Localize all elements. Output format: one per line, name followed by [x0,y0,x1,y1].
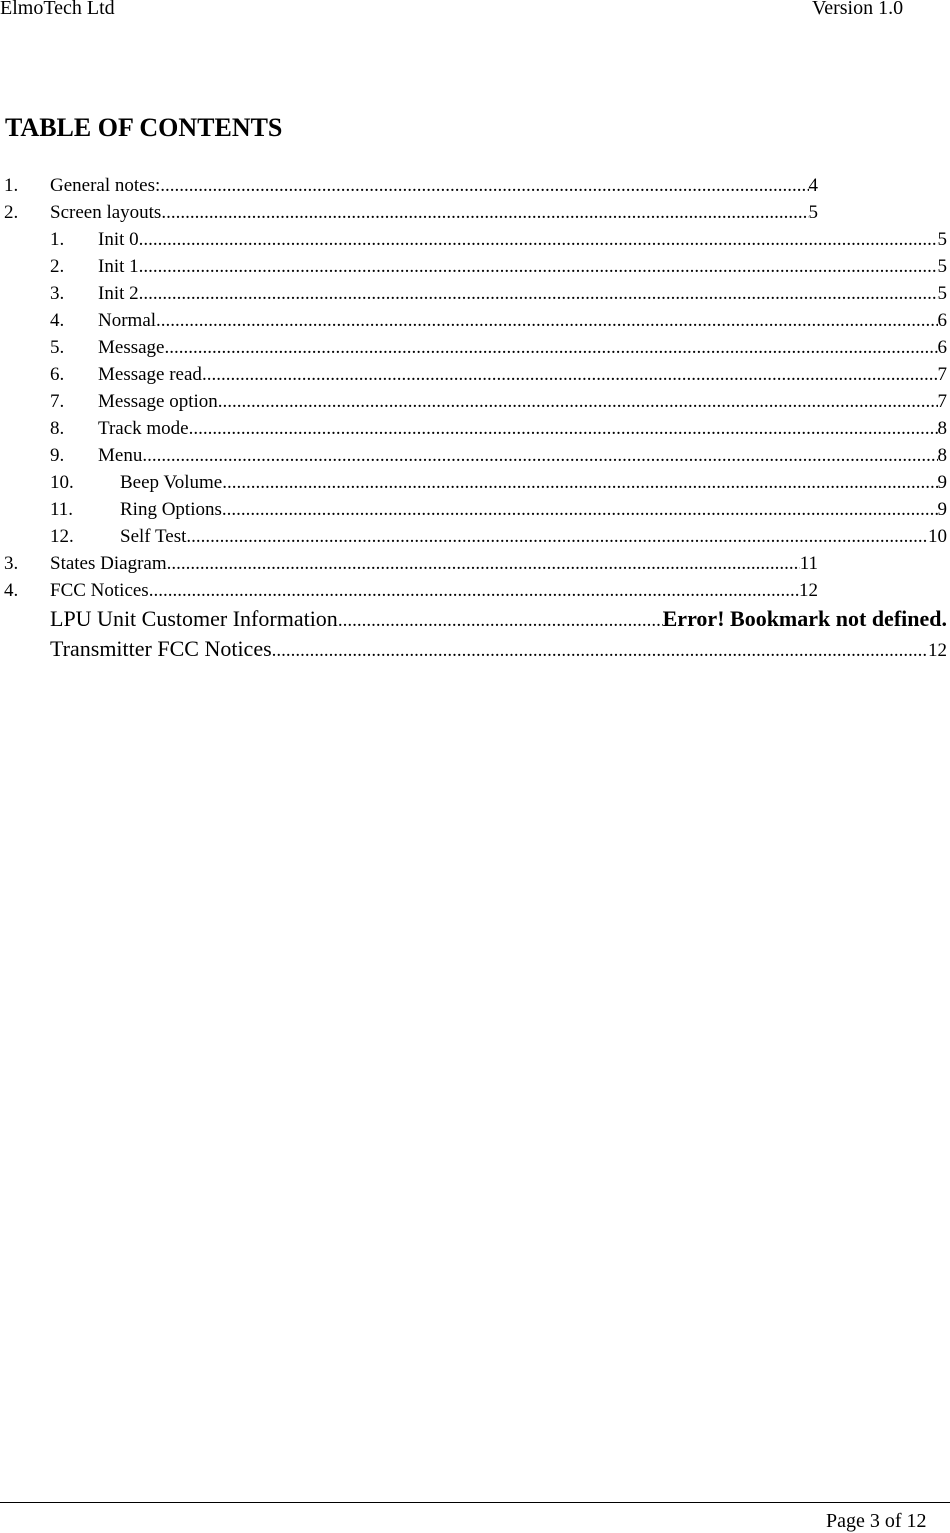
toc-entry-page: 8 [937,418,947,439]
toc-entry-number: 2. [50,256,65,277]
toc-entry-page: 4 [808,175,818,196]
toc-entry-label: Beep Volume [120,472,223,493]
toc-entry-label: Init 0 [98,229,139,250]
toc-entry-page: 5 [937,229,947,250]
toc-entry-page: 5 [808,202,818,223]
toc-entry-page: 6 [937,337,947,358]
toc-leader-dots [202,361,938,388]
toc-leader-dots [186,523,928,550]
toc-entry-label: Screen layouts [50,202,162,223]
toc-entry-number: 2. [4,202,19,223]
toc-entry-message-option[interactable] [50,388,947,415]
toc-entry-ring-options[interactable] [50,496,947,523]
toc-entry-label: States Diagram [50,553,167,574]
toc-entry-number: 1. [50,229,65,250]
toc-entry-number: 3. [4,553,19,574]
toc-leader-dots [222,496,938,523]
toc-entry-beep-volume[interactable] [50,469,947,496]
toc-leader-dots [161,199,808,226]
toc-entry-number: 12. [50,526,74,547]
toc-entry-number: 7. [50,391,65,412]
toc-entry-label: Init 1 [98,256,139,277]
toc-entry-message[interactable] [50,334,947,361]
toc-entry-page-error: Error! Bookmark not defined. [662,606,947,631]
toc-entry-page: 9 [937,499,947,520]
toc-leader-dots [139,253,938,280]
page-title: TABLE OF CONTENTS [5,113,283,142]
toc-entry-number: 8. [50,418,65,439]
toc-entry-label: Menu [98,445,143,466]
toc-entry-number: 1. [4,175,19,196]
toc-entry-label: Init 2 [98,283,139,304]
footer-rule [0,1502,950,1503]
toc-entry-label: Ring Options [120,499,222,520]
toc-entry-init-1[interactable] [50,253,947,280]
toc-leader-dots [139,226,938,253]
toc-entry-label: FCC Notices [50,580,149,601]
toc-entry-label: Track mode [98,418,189,439]
toc-entry-page: 6 [937,310,947,331]
toc-entry-page: 7 [937,364,947,385]
toc-entry-number: 6. [50,364,65,385]
toc-entry-track-mode[interactable] [50,415,947,442]
toc-entry-menu[interactable] [50,442,947,469]
toc-entry-page: 11 [799,553,818,574]
toc-entry-label: Message read [98,364,202,385]
toc-leader-dots [218,388,938,415]
toc-leader-dots [167,550,800,577]
toc-entry-label: Transmitter FCC Notices [50,636,272,661]
toc-entry-self-test[interactable] [50,523,947,550]
toc-leader-dots [272,636,928,664]
toc-entry-page: 7 [937,391,947,412]
toc-leader-dots [156,307,937,334]
toc-entry-page: 9 [937,472,947,493]
toc-entry-fcc-notices[interactable] [4,577,818,604]
toc-leader-dots [139,280,938,307]
toc-entry-normal[interactable] [50,307,947,334]
toc-entry-page: 8 [937,445,947,466]
toc-entry-transmitter-fcc-notices[interactable] [50,634,947,664]
toc-entry-page: 12 [799,580,818,601]
toc-entry-label: Message [98,337,165,358]
toc-entry-number: 5. [50,337,65,358]
toc-entry-page: 5 [937,256,947,277]
toc-leader-dots [160,172,808,199]
toc-entry-number: 10. [50,472,74,493]
toc-entry-number: 3. [50,283,65,304]
toc-entry-message-read[interactable] [50,361,947,388]
toc-entry-number: 9. [50,445,65,466]
toc-entry-label: Message option [98,391,218,412]
toc-leader-dots [149,577,799,604]
footer-page-number: Page 3 of 12 [826,1510,927,1532]
toc-leader-dots [189,415,938,442]
toc-entry-init-2[interactable] [50,280,947,307]
toc-entry-general-notes[interactable] [4,172,818,199]
toc-entry-label: LPU Unit Customer Information [50,606,338,631]
toc-entry-page: 12 [928,640,947,661]
toc-entry-screen-layouts[interactable] [4,199,818,226]
toc-leader-dots [142,442,937,469]
toc-entry-number: 4. [4,580,19,601]
toc-leader-dots [222,469,937,496]
toc-entry-number: 11. [50,499,74,520]
toc-leader-dots [338,606,663,634]
toc-entry-init-0[interactable] [50,226,947,253]
toc-leader-dots [164,334,937,361]
toc-entry-states-diagram[interactable] [4,550,818,577]
toc-entry-label: General notes: [50,175,161,196]
toc-entry-page: 5 [937,283,947,304]
header-company: ElmoTech Ltd [0,0,115,19]
toc-entry-page: 10 [928,526,947,547]
toc-entry-number: 4. [50,310,65,331]
toc-entry-label: Normal [98,310,157,331]
header-version: Version 1.0 [812,0,904,19]
toc-entry-lpu-unit-customer-information[interactable] [50,604,947,634]
toc-entry-label: Self Test [120,526,187,547]
